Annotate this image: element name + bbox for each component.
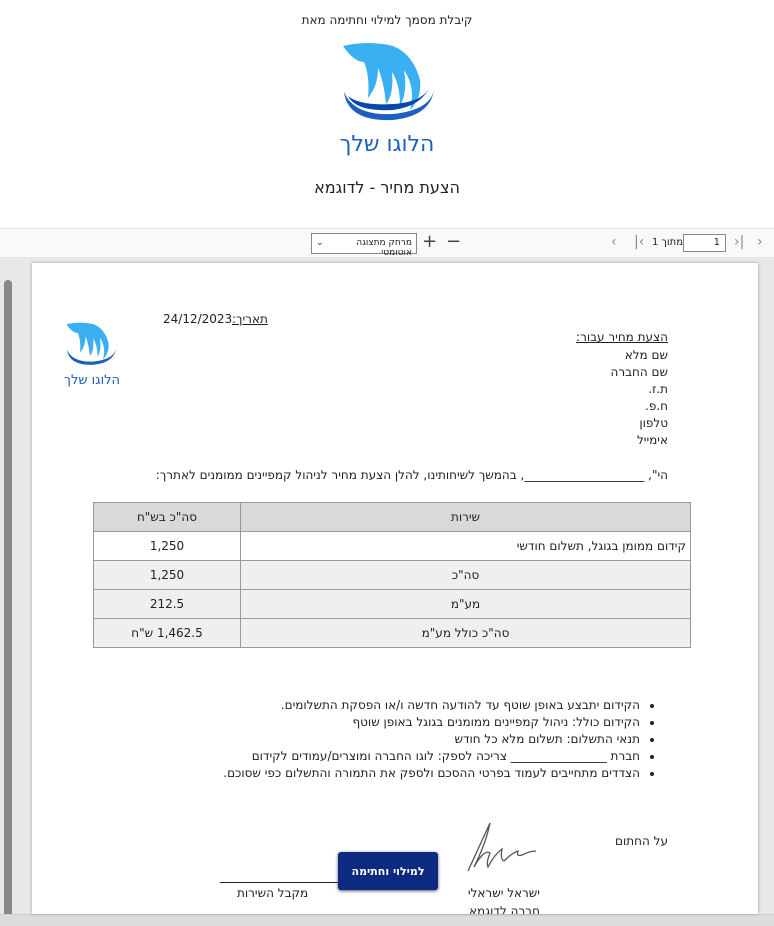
term-item: • תנאי התשלום: תשלום מלא כל חודש <box>223 731 640 748</box>
service-cell: מע"מ <box>241 590 691 619</box>
amount-cell: 212.5 <box>94 590 241 619</box>
client-field: שם מלא <box>624 348 668 362</box>
table-row <box>94 532 691 561</box>
zoom-in-button[interactable]: + <box>422 231 438 252</box>
term-item: • הצדדים מתחייבים לעמוד בפרטי ההסכם ולספק את התמורה והתשלום כפי שסוכם. <box>223 765 640 782</box>
terms-list <box>223 697 668 782</box>
document-logo-text: הלוגו שלך <box>63 373 121 388</box>
column-header-total: סה"כ בש"ח <box>94 503 241 532</box>
chevron-down-icon: ⌄ <box>316 238 324 248</box>
pdf-toolbar <box>0 228 774 258</box>
amount-cell: 1,462.5 ש"ח <box>94 619 241 648</box>
table-row <box>94 561 691 590</box>
horizontal-scrollbar[interactable] <box>0 914 774 926</box>
document-page <box>32 263 758 914</box>
vertical-scrollbar[interactable] <box>4 280 12 920</box>
client-field: ח.פ. <box>645 399 668 413</box>
date-value: 24/12/2023 <box>163 312 233 326</box>
zoom-out-button[interactable]: − <box>446 231 462 252</box>
column-header-service: שירות <box>241 503 691 532</box>
client-field: אימייל <box>636 433 668 447</box>
signer-company: חברה לדוגמא <box>469 904 540 914</box>
table-row <box>94 590 691 619</box>
term-item: • חברת ________________ צריכה לספק: לוגו החברה ומוצרים/עמודים לקידום <box>223 748 640 765</box>
service-cell: סה"כ כולל מע"מ <box>241 619 691 648</box>
fill-and-sign-button[interactable]: למילוי וחתימה <box>338 852 438 890</box>
prev-page-button[interactable]: ‹ <box>611 234 617 250</box>
table-row <box>94 619 691 648</box>
service-cell: קידום ממומן בגוגל, תשלום חודשי <box>241 532 691 561</box>
date-label: תאריך: <box>232 312 268 326</box>
header <box>0 0 774 228</box>
document-title: הצעת מחיר - לדוגמא <box>314 178 460 197</box>
signed-label: על החתום <box>615 834 668 848</box>
zoom-select-value: מרחק מתצוגה אוטומטי <box>356 238 412 258</box>
client-field: טלפון <box>639 416 668 430</box>
signer-name: ישראל ישראלי <box>467 886 540 900</box>
intro-text: הי", ____________________, בהמשך לשיחותינו, להלן הצעת מחיר לניהול קמפיינים ממומנים לאתרך: <box>155 468 668 482</box>
document-logo-icon <box>62 321 120 367</box>
amount-cell: 1,250 <box>94 561 241 590</box>
page-count: מתוך 1 <box>652 237 684 248</box>
client-fields <box>610 347 668 449</box>
signature-image <box>464 819 554 875</box>
recipient-signature-line <box>220 882 338 883</box>
page-number-input[interactable]: 1 <box>683 234 726 252</box>
next-page-button[interactable]: › <box>757 234 763 250</box>
first-page-button[interactable]: |‹ <box>634 234 645 250</box>
last-page-button[interactable]: ›| <box>734 234 745 250</box>
service-cell: סה"כ <box>241 561 691 590</box>
quote-for-label: הצעת מחיר עבור: <box>576 330 668 344</box>
sender-subtitle: קיבלת מסמך למילוי וחתימה מאת <box>301 13 473 27</box>
client-field: שם החברה <box>610 365 668 379</box>
client-field: ת.ז. <box>648 382 668 396</box>
term-item: • הקידום יתבצע באופן שוטף עד להודעה חדשה ו/או הפסקת התשלומים. <box>223 697 640 714</box>
logo-text: הלוגו שלך <box>339 132 435 157</box>
zoom-select[interactable] <box>311 233 417 258</box>
amount-cell: 1,250 <box>94 532 241 561</box>
term-item: • הקידום כולל: ניהול קמפיינים ממומנים בגוגל באופן שוטף <box>223 714 640 731</box>
price-table <box>93 502 691 648</box>
recipient-label: מקבל השירות <box>237 886 309 900</box>
logo-eagle-icon <box>338 40 438 124</box>
